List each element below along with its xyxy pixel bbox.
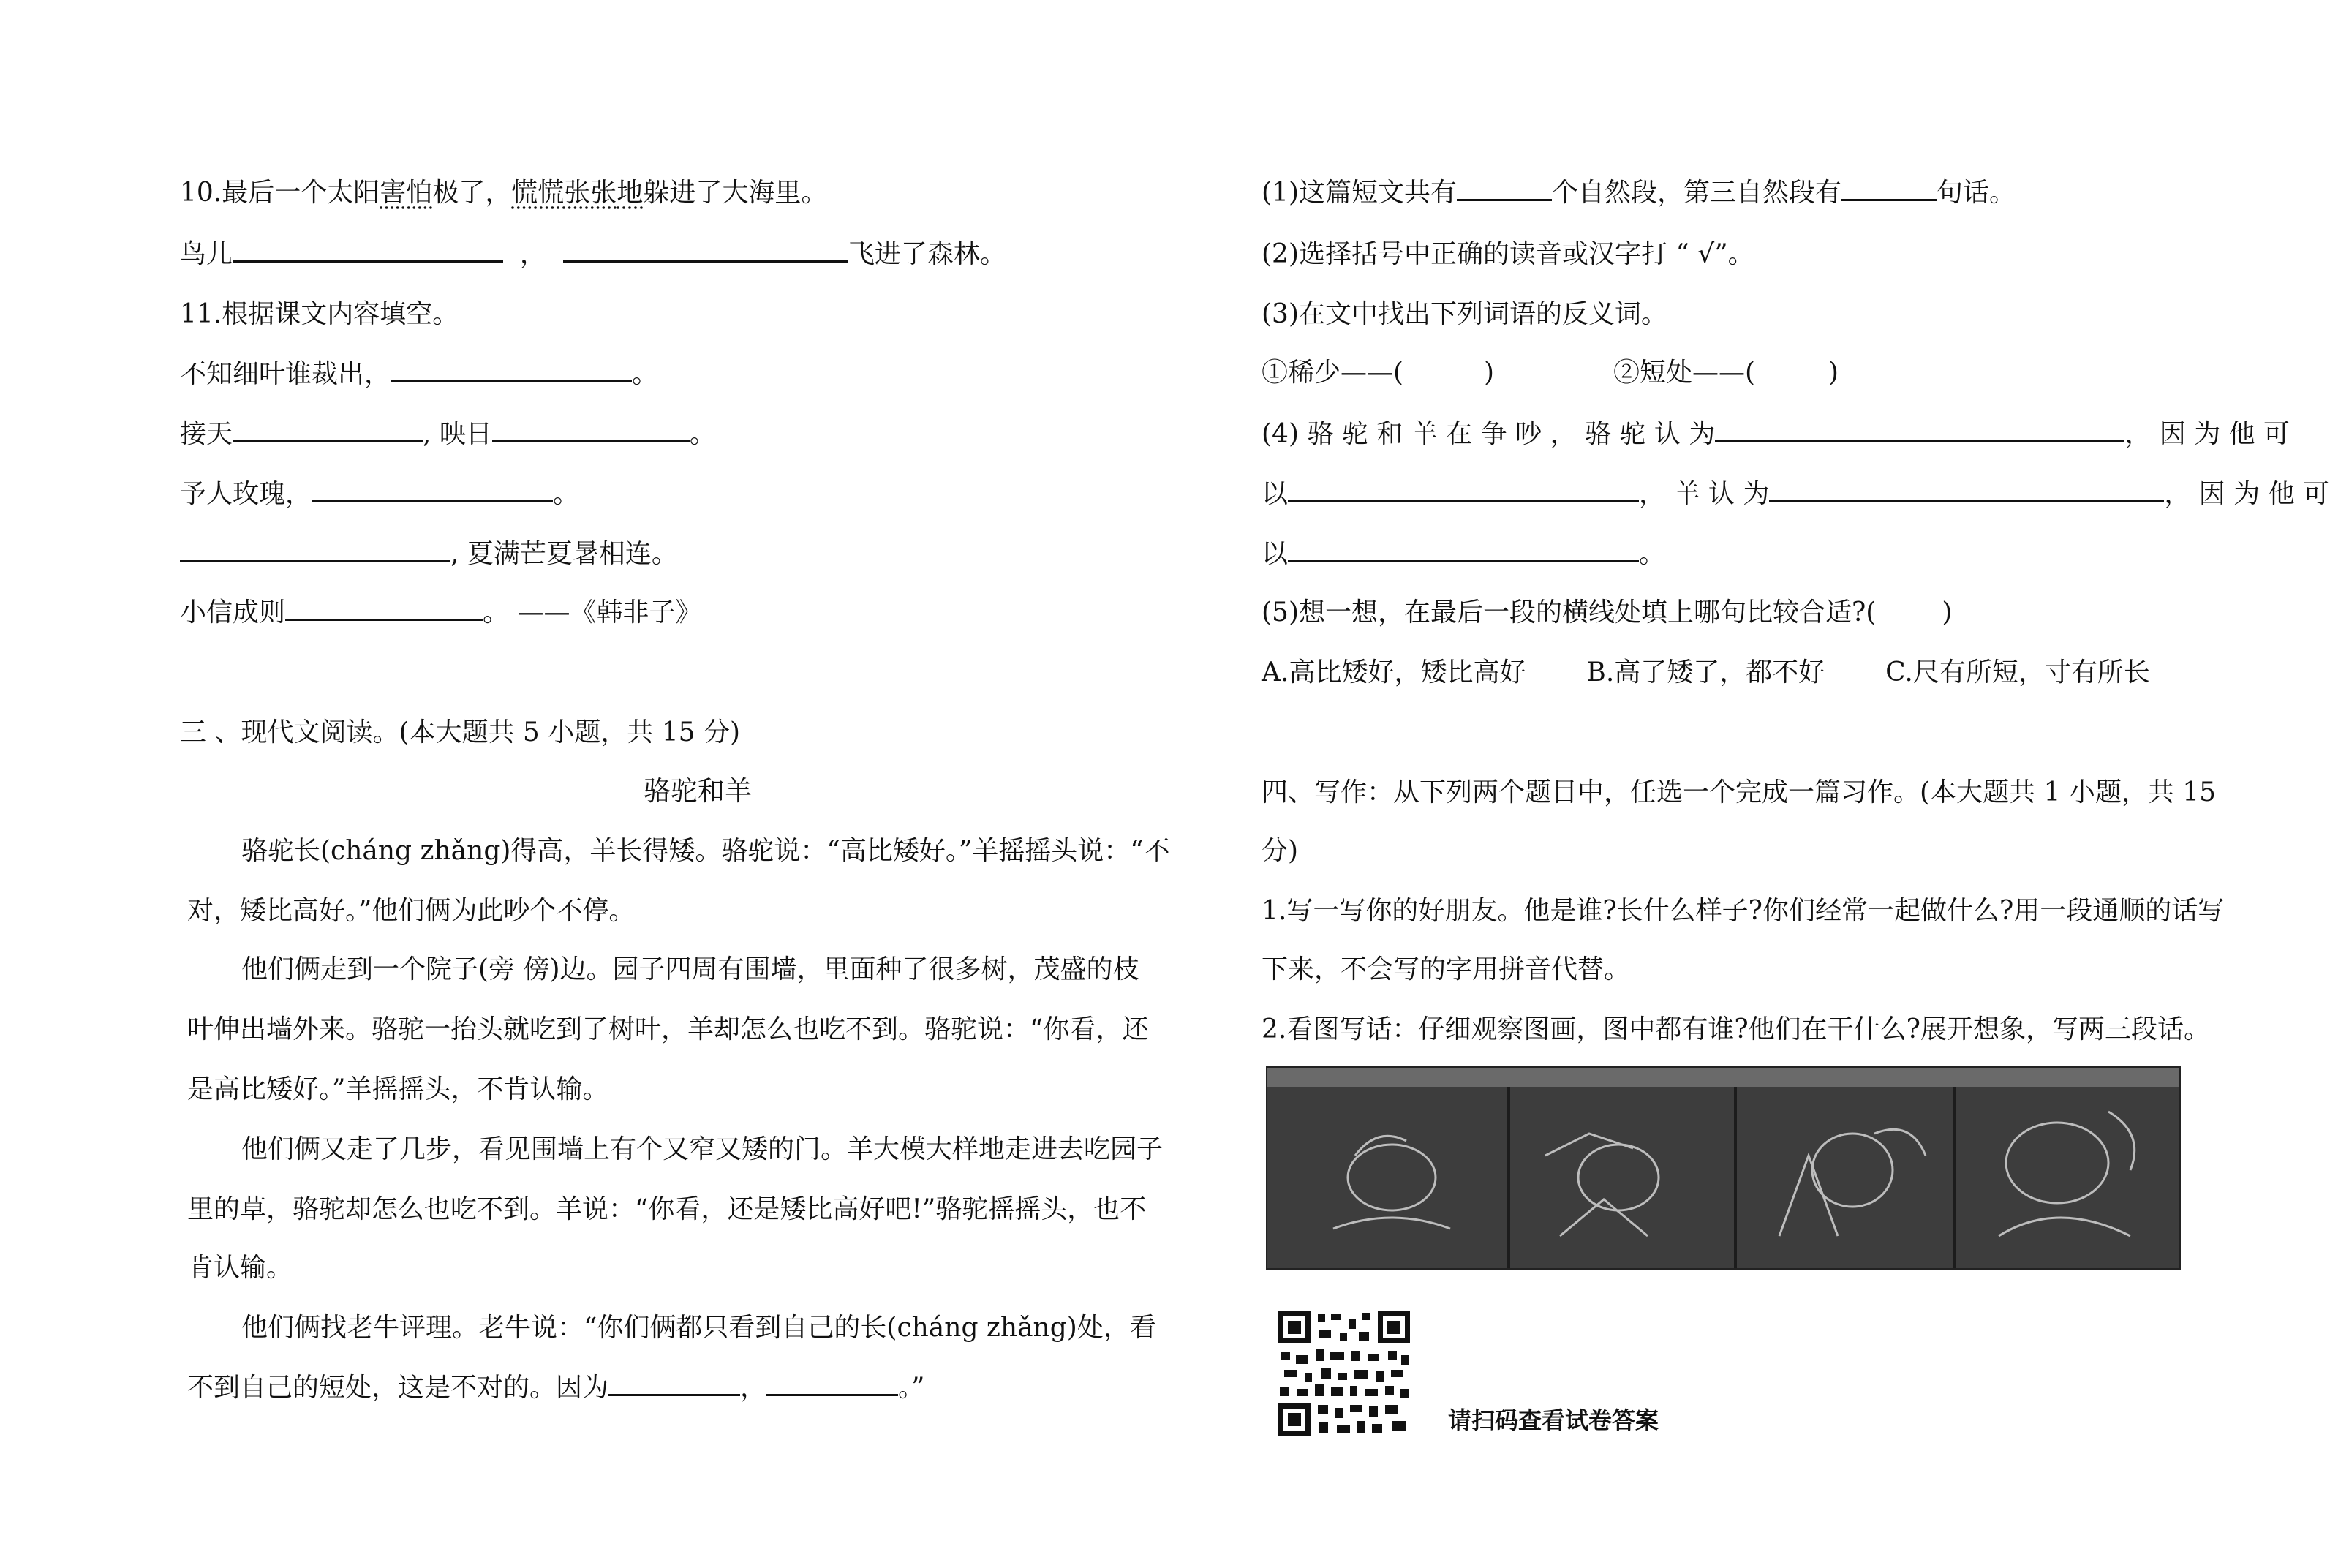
rq3-items: ①稀少——( ) ②短处——( ) bbox=[1262, 358, 1839, 388]
passage-line: 骆驼长(cháng zhǎng)得高，羊长得矮。骆驼说：“高比矮好。”羊摇摇头说：“不 bbox=[241, 836, 1170, 866]
answer-blank[interactable] bbox=[180, 538, 450, 562]
passage-line: 他们俩走到一个院子(旁 傍)边。园子四周有围墙，里面种了很多树，茂盛的枝 bbox=[241, 954, 1139, 984]
answer-blank[interactable] bbox=[563, 238, 848, 263]
q10-sentence: 10.最后一个太阳害怕极了，慌慌张张地躲进了大海里。 bbox=[180, 178, 828, 208]
section4-heading-cont: 分) bbox=[1262, 836, 1299, 866]
writing-prompt-1-cont: 下来，不会写的字用拼音代替。 bbox=[1262, 954, 1631, 984]
answer-blank[interactable] bbox=[1715, 418, 2124, 442]
passage-line: 他们俩找老牛评理。老牛说：“你们俩都只看到自己的长(cháng zhǎng)处，看 bbox=[241, 1313, 1156, 1343]
dotted-word-3: 地 bbox=[617, 178, 644, 208]
q10-fill-line: 鸟儿 ， 飞进了森林。 bbox=[180, 239, 1006, 269]
answer-blank[interactable] bbox=[1288, 478, 1639, 502]
passage-line: 对，矮比高好。”他们俩为此吵个不停。 bbox=[187, 896, 636, 926]
rq4-line2: 以 ， 羊 认 为 ， 因 为 他 可 bbox=[1262, 479, 2330, 509]
q11-line1: 不知细叶谁裁出， 。 bbox=[180, 359, 659, 389]
option-b[interactable]: B.高了矮了，都不好 bbox=[1586, 657, 1825, 687]
rq4-line3: 以 。 bbox=[1262, 539, 1666, 569]
writing-picture bbox=[1266, 1066, 2181, 1270]
answer-blank[interactable] bbox=[1288, 538, 1639, 562]
dotted-word-1: 害怕 bbox=[380, 178, 433, 208]
answer-blank[interactable] bbox=[312, 478, 553, 502]
q11-line4: , 夏满芒夏暑相连。 bbox=[180, 538, 678, 570]
answer-blank[interactable] bbox=[608, 1372, 740, 1396]
answer-blank[interactable] bbox=[1841, 177, 1937, 201]
rq1: (1)这篇短文共有 个自然段，第三自然段有 句话。 bbox=[1262, 178, 2016, 208]
writing-prompt-2: 2.看图写话：仔细观察图画，图中都有谁?他们在干什么?展开想象，写两三段话。 bbox=[1262, 1014, 2210, 1044]
answer-blank[interactable] bbox=[492, 418, 690, 442]
answer-blank[interactable] bbox=[391, 358, 632, 382]
q11-title: 11.根据课文内容填空。 bbox=[180, 299, 459, 329]
rq5: (5)想一想，在最后一段的横线处填上哪句比较合适?( ) bbox=[1262, 598, 1953, 627]
answer-blank[interactable] bbox=[1769, 478, 2164, 502]
rq4-line1: (4) 骆 驼 和 羊 在 争 吵 ， 骆 驼 认 为 ， 因 为 他 可 bbox=[1262, 419, 2290, 449]
passage-line: 里的草，骆驼却怎么也吃不到。羊说：“你看，还是矮比高好吧!”骆驼摇摇头，也不 bbox=[187, 1194, 1147, 1224]
passage-line: 叶伸出墙外来。骆驼一抬头就吃到了树叶，羊却怎么也吃不到。骆驼说：“你看，还 bbox=[187, 1014, 1149, 1044]
section4-heading: 四、写作：从下列两个题目中，任选一个完成一篇习作。(本大题共 1 小题，共 15 bbox=[1262, 777, 2217, 807]
section3-heading: 三 、现代文阅读。(本大题共 5 小题，共 15 分) bbox=[180, 717, 741, 747]
q11-line2: 接天 , 映日 。 bbox=[180, 419, 716, 449]
dotted-word-2: 慌慌张张 bbox=[511, 178, 617, 208]
answer-blank[interactable] bbox=[1457, 177, 1552, 201]
q11-line5: 小信成则 。 ——《韩非子》 bbox=[180, 598, 702, 627]
answer-blank[interactable] bbox=[233, 418, 423, 442]
writing-prompt-1: 1.写一写你的好朋友。他是谁?长什么样子?你们经常一起做什么?用一段通顺的话写 bbox=[1262, 896, 2225, 926]
answer-blank[interactable] bbox=[285, 597, 483, 621]
answer-blank[interactable] bbox=[233, 238, 503, 263]
q11-line3: 予人玫瑰， 。 bbox=[180, 479, 580, 509]
rq3: (3)在文中找出下列词语的反义词。 bbox=[1262, 299, 1667, 329]
qr-code[interactable] bbox=[1278, 1311, 1410, 1436]
option-a[interactable]: A.高比矮好，矮比高好 bbox=[1262, 657, 1526, 687]
option-c[interactable]: C.尺有所短，寸有所长 bbox=[1885, 657, 2150, 687]
rq2: (2)选择括号中正确的读音或汉字打 “ √”。 bbox=[1262, 239, 1754, 269]
passage-line: 肯认输。 bbox=[187, 1253, 293, 1283]
answer-blank[interactable] bbox=[766, 1372, 898, 1396]
passage-title: 骆驼和羊 bbox=[644, 775, 752, 807]
qr-caption: 请扫码查看试卷答案 bbox=[1448, 1406, 1659, 1434]
rq5-options bbox=[1262, 657, 2150, 689]
passage-line: 他们俩又走了几步，看见围墙上有个又窄又矮的门。羊大模大样地走进去吃园子 bbox=[241, 1134, 1164, 1164]
passage-line: 不到自己的短处，这是不对的。因为 ， 。” bbox=[187, 1373, 925, 1403]
passage-line: 是高比矮好。”羊摇摇头，不肯认输。 bbox=[187, 1074, 609, 1104]
